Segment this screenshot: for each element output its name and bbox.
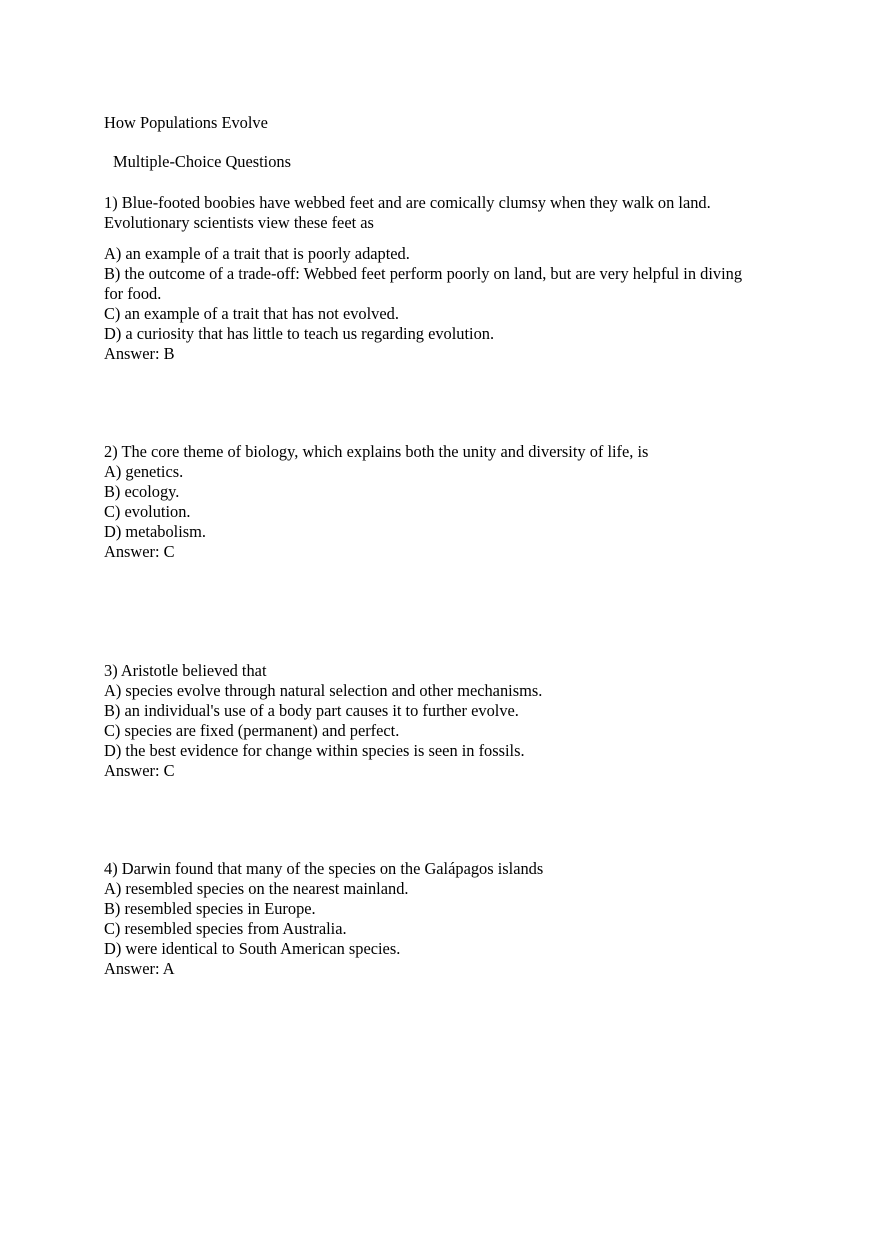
question-3-option-b: B) an individual's use of a body part causes it to further evolve. bbox=[104, 701, 519, 720]
question-4-option-b: B) resembled species in Europe. bbox=[104, 899, 316, 918]
question-4-stem-line-1: 4) Darwin found that many of the species on the Galápagos islands bbox=[104, 859, 544, 878]
question-1-option-b-continued: for food. bbox=[104, 284, 162, 303]
question-3-answer: Answer: C bbox=[104, 761, 175, 780]
question-3-option-c: C) species are fixed (permanent) and perfect. bbox=[104, 721, 400, 740]
question-4-option-c: C) resembled species from Australia. bbox=[104, 919, 347, 938]
question-4-option-d: D) were identical to South American species. bbox=[104, 939, 401, 958]
section-heading: Multiple-Choice Questions bbox=[113, 152, 292, 171]
question-2-option-a: A) genetics. bbox=[104, 462, 184, 481]
question-2-stem-line-1: 2) The core theme of biology, which explains both the unity and diversity of life, is bbox=[104, 442, 649, 461]
question-1-option-a: A) an example of a trait that is poorly adapted. bbox=[104, 244, 410, 263]
question-2-option-c: C) evolution. bbox=[104, 502, 191, 521]
question-1-stem-line-2: Evolutionary scientists view these feet as bbox=[104, 213, 374, 232]
question-2-option-b: B) ecology. bbox=[104, 482, 180, 501]
question-3-option-d: D) the best evidence for change within species is seen in fossils. bbox=[104, 741, 525, 760]
question-1-option-d: D) a curiosity that has little to teach us regarding evolution. bbox=[104, 324, 495, 343]
question-1-stem-line-1: 1) Blue-footed boobies have webbed feet and are comically clumsy when they walk on land. bbox=[104, 193, 711, 212]
question-3-option-a: A) species evolve through natural selection and other mechanisms. bbox=[104, 681, 543, 700]
question-1-answer: Answer: B bbox=[104, 344, 175, 363]
question-3-stem-line-1: 3) Aristotle believed that bbox=[104, 661, 267, 680]
question-4-answer: Answer: A bbox=[104, 959, 175, 978]
document-title: How Populations Evolve bbox=[104, 113, 268, 132]
question-2-option-d: D) metabolism. bbox=[104, 522, 206, 541]
question-4-option-a: A) resembled species on the nearest mainland. bbox=[104, 879, 409, 898]
question-1-option-c: C) an example of a trait that has not evolved. bbox=[104, 304, 399, 323]
question-1-option-b: B) the outcome of a trade-off: Webbed feet perform poorly on land, but are very helpful in diving bbox=[104, 264, 743, 283]
question-2-answer: Answer: C bbox=[104, 542, 175, 561]
